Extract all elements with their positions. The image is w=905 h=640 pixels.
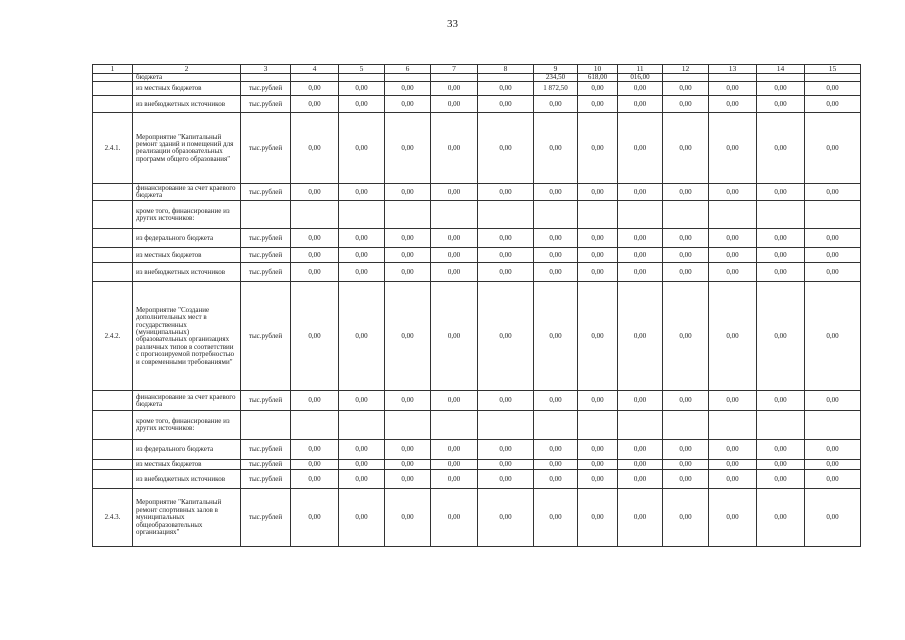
value-cell: 0,00 [618, 460, 663, 470]
value-cell: 0,00 [385, 184, 431, 201]
value-cell: 0,00 [431, 470, 478, 489]
value-cell: 0,00 [618, 113, 663, 184]
value-cell: 0,00 [478, 489, 534, 547]
value-cell: 0,00 [618, 96, 663, 113]
column-number: 4 [291, 65, 339, 74]
value-cell: 0,00 [534, 489, 578, 547]
value-cell: 0,00 [478, 460, 534, 470]
value-cell: 0,00 [709, 82, 757, 96]
row-code: 2.4.2. [93, 282, 133, 391]
value-cell: 0,00 [534, 282, 578, 391]
column-number: 1 [93, 65, 133, 74]
table-row [93, 248, 861, 263]
value-cell: 0,00 [534, 113, 578, 184]
table-row [93, 460, 861, 470]
value-cell [757, 411, 805, 440]
row-name: кроме того, финансирование из других источников: [133, 411, 241, 440]
value-cell: 0,00 [291, 440, 339, 460]
column-number: 7 [431, 65, 478, 74]
value-cell: 0,00 [757, 282, 805, 391]
value-cell: 0,00 [385, 82, 431, 96]
value-cell: 0,00 [478, 96, 534, 113]
value-cell: 0,00 [478, 391, 534, 411]
row-unit: тыс.рублей [241, 470, 291, 489]
value-cell: 0,00 [757, 460, 805, 470]
value-cell: 0,00 [339, 184, 385, 201]
value-cell [385, 74, 431, 82]
row-code [93, 460, 133, 470]
value-cell [478, 411, 534, 440]
value-cell: 0,00 [805, 82, 861, 96]
value-cell: 0,00 [578, 460, 618, 470]
value-cell: 0,00 [578, 282, 618, 391]
value-cell: 0,00 [578, 96, 618, 113]
column-number: 9 [534, 65, 578, 74]
value-cell: 0,00 [339, 229, 385, 248]
value-cell: 0,00 [757, 263, 805, 282]
value-cell: 0,00 [431, 82, 478, 96]
value-cell: 0,00 [709, 113, 757, 184]
table-row [93, 391, 861, 411]
budget-table [92, 64, 861, 547]
value-cell: 0,00 [385, 263, 431, 282]
value-cell [291, 201, 339, 229]
value-cell [534, 201, 578, 229]
value-cell: 0,00 [534, 96, 578, 113]
value-cell: 0,00 [339, 282, 385, 391]
value-cell: 0,00 [431, 248, 478, 263]
row-code [93, 229, 133, 248]
value-cell [709, 74, 757, 82]
value-cell: 0,00 [339, 248, 385, 263]
column-number: 2 [133, 65, 241, 74]
value-cell: 0,00 [534, 470, 578, 489]
value-cell: 0,00 [431, 489, 478, 547]
value-cell: 0,00 [578, 229, 618, 248]
value-cell: 0,00 [339, 82, 385, 96]
row-code [93, 440, 133, 460]
table-row [93, 82, 861, 96]
value-cell: 0,00 [663, 184, 709, 201]
value-cell: 0,00 [757, 96, 805, 113]
value-cell: 0,00 [291, 460, 339, 470]
value-cell: 0,00 [478, 470, 534, 489]
column-number: 15 [805, 65, 861, 74]
row-code: 2.4.1. [93, 113, 133, 184]
table-row [93, 96, 861, 113]
value-cell: 0,00 [578, 440, 618, 460]
value-cell [709, 411, 757, 440]
row-name: из местных бюджетов [133, 82, 241, 96]
value-cell [805, 411, 861, 440]
table-row [93, 113, 861, 184]
row-code [93, 82, 133, 96]
table-row [93, 411, 861, 440]
value-cell [431, 411, 478, 440]
value-cell: 0,00 [291, 113, 339, 184]
value-cell [578, 411, 618, 440]
value-cell: 0,00 [663, 489, 709, 547]
value-cell: 0,00 [618, 263, 663, 282]
value-cell: 0,00 [757, 470, 805, 489]
value-cell: 0,00 [385, 248, 431, 263]
column-number: 10 [578, 65, 618, 74]
value-cell: 0,00 [534, 440, 578, 460]
value-cell: 0,00 [805, 440, 861, 460]
value-cell: 0,00 [478, 263, 534, 282]
value-cell: 0,00 [805, 470, 861, 489]
value-cell: 0,00 [578, 82, 618, 96]
value-cell: 0,00 [478, 440, 534, 460]
value-cell: 0,00 [757, 82, 805, 96]
value-cell: 0,00 [339, 470, 385, 489]
value-cell: 0,00 [431, 263, 478, 282]
row-code [93, 74, 133, 82]
value-cell: 0,00 [709, 282, 757, 391]
value-cell: 0,00 [805, 282, 861, 391]
value-cell: 0,00 [757, 489, 805, 547]
value-cell: 0,00 [709, 489, 757, 547]
row-code [93, 411, 133, 440]
table-row [93, 74, 861, 82]
value-cell [291, 411, 339, 440]
value-cell: 234,50 [534, 74, 578, 82]
column-number: 13 [709, 65, 757, 74]
column-number: 11 [618, 65, 663, 74]
value-cell: 0,00 [385, 282, 431, 391]
value-cell [663, 74, 709, 82]
value-cell [478, 74, 534, 82]
row-unit: тыс.рублей [241, 489, 291, 547]
value-cell: 0,00 [534, 460, 578, 470]
value-cell: 0,00 [431, 184, 478, 201]
table-row [93, 184, 861, 201]
row-unit: тыс.рублей [241, 391, 291, 411]
value-cell [663, 201, 709, 229]
value-cell [618, 201, 663, 229]
table-row [93, 282, 861, 391]
value-cell: 0,00 [385, 460, 431, 470]
row-name: Мероприятие "Капитальный ремонт зданий и помещений для реализации образовательных программ общего образования" [133, 113, 241, 184]
value-cell: 0,00 [663, 460, 709, 470]
value-cell: 0,00 [663, 440, 709, 460]
value-cell [757, 201, 805, 229]
value-cell [385, 201, 431, 229]
value-cell: 0,00 [757, 184, 805, 201]
value-cell: 0,00 [709, 440, 757, 460]
value-cell: 0,00 [385, 113, 431, 184]
value-cell: 0,00 [478, 184, 534, 201]
row-code: 2.4.3. [93, 489, 133, 547]
row-unit [241, 411, 291, 440]
column-number: 12 [663, 65, 709, 74]
row-unit: тыс.рублей [241, 113, 291, 184]
value-cell: 0,00 [291, 470, 339, 489]
value-cell [431, 201, 478, 229]
value-cell: 0,00 [478, 82, 534, 96]
value-cell: 0,00 [663, 263, 709, 282]
value-cell: 0,00 [618, 470, 663, 489]
row-unit: тыс.рублей [241, 229, 291, 248]
value-cell: 0,00 [757, 248, 805, 263]
value-cell [757, 74, 805, 82]
value-cell [663, 411, 709, 440]
value-cell: 0,00 [663, 229, 709, 248]
value-cell: 0,00 [534, 263, 578, 282]
value-cell: 0,00 [709, 229, 757, 248]
value-cell: 0,00 [431, 282, 478, 391]
value-cell: 0,00 [291, 96, 339, 113]
row-name: финансирование за счет краевого бюджета [133, 391, 241, 411]
value-cell: 0,00 [478, 113, 534, 184]
row-unit [241, 74, 291, 82]
table-row [93, 229, 861, 248]
value-cell: 0,00 [663, 391, 709, 411]
value-cell: 0,00 [431, 229, 478, 248]
value-cell: 0,00 [431, 440, 478, 460]
value-cell: 0,00 [578, 248, 618, 263]
value-cell: 0,00 [291, 184, 339, 201]
value-cell: 0,00 [431, 460, 478, 470]
row-name: из федерального бюджета [133, 440, 241, 460]
value-cell: 0,00 [291, 391, 339, 411]
value-cell: 0,00 [478, 229, 534, 248]
value-cell: 0,00 [805, 229, 861, 248]
value-cell: 0,00 [291, 263, 339, 282]
column-number: 14 [757, 65, 805, 74]
row-code [93, 470, 133, 489]
value-cell: 0,00 [618, 440, 663, 460]
value-cell: 0,00 [385, 489, 431, 547]
value-cell: 0,00 [709, 184, 757, 201]
value-cell: 0,00 [291, 248, 339, 263]
row-name: из местных бюджетов [133, 248, 241, 263]
value-cell: 0,00 [805, 113, 861, 184]
table-row [93, 263, 861, 282]
value-cell: 0,00 [805, 184, 861, 201]
value-cell: 0,00 [618, 82, 663, 96]
value-cell [339, 201, 385, 229]
row-name: бюджета [133, 74, 241, 82]
value-cell: 0,00 [578, 113, 618, 184]
row-name: финансирование за счет краевого бюджета [133, 184, 241, 201]
value-cell: 0,00 [578, 470, 618, 489]
value-cell [291, 74, 339, 82]
row-unit: тыс.рублей [241, 96, 291, 113]
row-code [93, 201, 133, 229]
value-cell: 0,00 [709, 391, 757, 411]
value-cell: 0,00 [618, 489, 663, 547]
row-name: Мероприятие "Создание дополнительных мест в государственных (муниципальных) образовательных организациях различных типов в соответствии с прогнозируемой потребностью и современными требованиями" [133, 282, 241, 391]
value-cell: 0,00 [709, 248, 757, 263]
value-cell: 0,00 [805, 248, 861, 263]
value-cell: 0,00 [431, 113, 478, 184]
value-cell: 0,00 [709, 96, 757, 113]
value-cell: 0,00 [578, 391, 618, 411]
value-cell: 0,00 [709, 470, 757, 489]
row-code [93, 263, 133, 282]
value-cell: 0,00 [663, 470, 709, 489]
table-row [93, 489, 861, 547]
value-cell [478, 201, 534, 229]
value-cell: 0,00 [663, 282, 709, 391]
value-cell: 0,00 [291, 282, 339, 391]
value-cell: 0,00 [757, 440, 805, 460]
value-cell: 0,00 [709, 263, 757, 282]
value-cell: 0,00 [805, 391, 861, 411]
value-cell: 0,00 [663, 96, 709, 113]
column-number: 5 [339, 65, 385, 74]
value-cell: 0,00 [709, 460, 757, 470]
value-cell: 0,00 [385, 440, 431, 460]
value-cell [805, 201, 861, 229]
value-cell: 0,00 [431, 96, 478, 113]
row-unit: тыс.рублей [241, 184, 291, 201]
value-cell: 0,00 [805, 96, 861, 113]
value-cell [618, 411, 663, 440]
value-cell: 0,00 [534, 391, 578, 411]
row-unit: тыс.рублей [241, 248, 291, 263]
value-cell: 0,00 [805, 263, 861, 282]
value-cell: 0,00 [431, 391, 478, 411]
row-name: Мероприятие "Капитальный ремонт спортивных залов в муниципальных общеобразовательных организациях" [133, 489, 241, 547]
value-cell: 0,00 [339, 460, 385, 470]
value-cell: 0,00 [339, 96, 385, 113]
row-unit: тыс.рублей [241, 440, 291, 460]
row-name: из внебюджетных источников [133, 470, 241, 489]
column-number: 6 [385, 65, 431, 74]
value-cell: 0,00 [291, 229, 339, 248]
value-cell: 0,00 [291, 82, 339, 96]
value-cell: 0,00 [339, 489, 385, 547]
table-row [93, 470, 861, 489]
value-cell: 618,00 [578, 74, 618, 82]
value-cell [534, 411, 578, 440]
value-cell [805, 74, 861, 82]
value-cell [709, 201, 757, 229]
row-code [93, 184, 133, 201]
row-unit: тыс.рублей [241, 282, 291, 391]
value-cell: 0,00 [339, 391, 385, 411]
value-cell: 0,00 [534, 184, 578, 201]
value-cell: 0,00 [618, 229, 663, 248]
column-header-row [93, 65, 861, 74]
row-unit [241, 201, 291, 229]
table-row [93, 440, 861, 460]
row-name: кроме того, финансирование из других источников: [133, 201, 241, 229]
value-cell [578, 201, 618, 229]
value-cell [339, 411, 385, 440]
value-cell: 0,00 [618, 248, 663, 263]
value-cell: 0,00 [757, 113, 805, 184]
value-cell: 016,00 [618, 74, 663, 82]
column-number: 3 [241, 65, 291, 74]
row-unit: тыс.рублей [241, 460, 291, 470]
value-cell: 0,00 [534, 248, 578, 263]
value-cell: 0,00 [663, 113, 709, 184]
row-name: из внебюджетных источников [133, 96, 241, 113]
value-cell: 0,00 [578, 489, 618, 547]
value-cell: 0,00 [663, 248, 709, 263]
table-row [93, 201, 861, 229]
value-cell: 0,00 [578, 184, 618, 201]
value-cell: 0,00 [339, 113, 385, 184]
value-cell: 0,00 [385, 470, 431, 489]
column-number: 8 [478, 65, 534, 74]
row-name: из внебюджетных источников [133, 263, 241, 282]
value-cell: 0,00 [339, 440, 385, 460]
value-cell [431, 74, 478, 82]
value-cell: 0,00 [385, 96, 431, 113]
row-code [93, 96, 133, 113]
value-cell: 0,00 [805, 460, 861, 470]
value-cell: 0,00 [291, 489, 339, 547]
value-cell: 0,00 [618, 391, 663, 411]
value-cell: 0,00 [618, 184, 663, 201]
value-cell: 0,00 [534, 229, 578, 248]
row-code [93, 391, 133, 411]
value-cell: 0,00 [385, 229, 431, 248]
value-cell: 0,00 [578, 263, 618, 282]
value-cell: 0,00 [805, 489, 861, 547]
value-cell: 0,00 [478, 248, 534, 263]
page-number: 33 [447, 18, 458, 30]
value-cell: 1 872,50 [534, 82, 578, 96]
row-name: из федерального бюджета [133, 229, 241, 248]
value-cell: 0,00 [663, 82, 709, 96]
row-code [93, 248, 133, 263]
value-cell [385, 411, 431, 440]
value-cell: 0,00 [339, 263, 385, 282]
value-cell: 0,00 [478, 282, 534, 391]
row-unit: тыс.рублей [241, 82, 291, 96]
value-cell: 0,00 [385, 391, 431, 411]
row-unit: тыс.рублей [241, 263, 291, 282]
value-cell: 0,00 [618, 282, 663, 391]
row-name: из местных бюджетов [133, 460, 241, 470]
value-cell: 0,00 [757, 391, 805, 411]
value-cell: 0,00 [757, 229, 805, 248]
value-cell [339, 74, 385, 82]
